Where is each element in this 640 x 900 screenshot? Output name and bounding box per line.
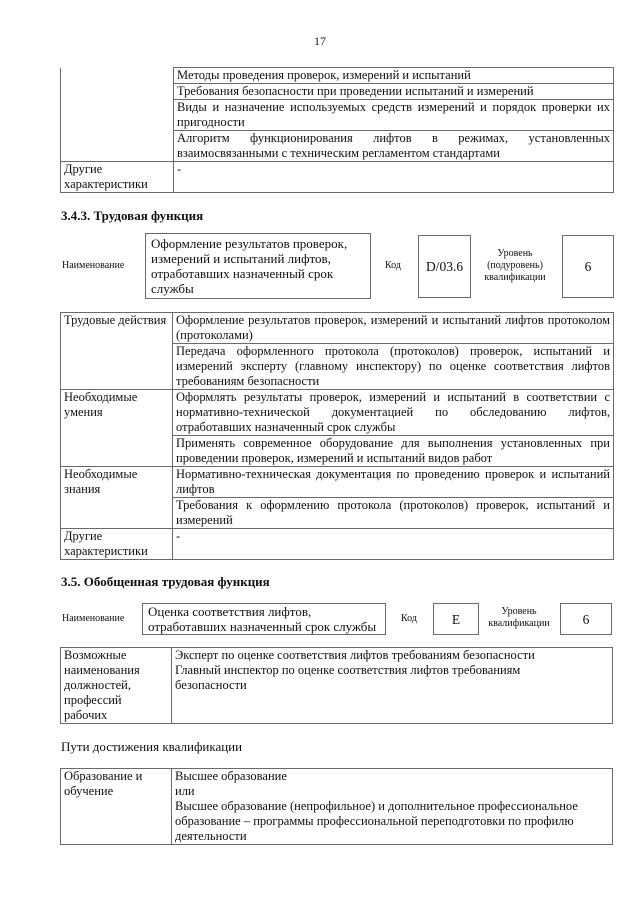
education-table [60,768,613,845]
knowledge-item: Методы проведения проверок, измерений и испытаний [174,68,614,84]
section-title-3-4-3: 3.4.3. Трудовая функция [61,208,204,223]
level-box: 6 [560,603,612,635]
education-requirements [172,769,613,845]
section-title-3-5: 3.5. Обобщенная трудовая функция [61,574,270,589]
labor-function-table [60,312,614,560]
knowledge-item: Виды и назначение используемых средств измерений и порядок проверки их пригодности [174,100,614,131]
generalized-function-name-box: Оценка соответствия лифтов, отработавших назначенный срок службы [142,603,386,635]
position-item: Эксперт по оценке соответствия лифтов требованиям безопасности [175,648,535,662]
level-label: Уровень квалификации [488,606,550,629]
positions-table [60,647,613,724]
row-label-required-knowledge: Необходимые знания [61,467,173,529]
position-item: Главный инспектор по оценке соответствия лифтов требованиям безопасности [175,663,521,692]
knowledge-item: Требования к оформлению протокола (протоколов) проверок, испытаний и измерений [173,498,614,529]
education-line: Высшее образование [175,769,287,783]
positions-label: Возможные наименования должностей, профессий рабочих [61,648,172,724]
qualification-paths-title: Пути достижения квалификации [61,739,243,754]
level-label: Уровень (подуровень) квалификации [484,248,546,283]
labor-action-item: Оформление результатов проверок, измерений и испытаний лифтов протоколом (протоколами) [173,313,614,344]
function-name-box: Оформление результатов проверок, измерений и испытаний лифтов, отработавших назначенный срок службы [145,233,371,299]
row-label-labor-actions: Трудовые действия [61,313,173,390]
level-box: 6 [562,235,614,298]
page-number: 17 [314,34,326,48]
name-label: Наименование [62,613,125,624]
name-label: Наименование [62,260,125,271]
skill-item: Оформлять результаты проверок, измерений и испытаний в соответствии с нормативно-технической документацией по обследованию лифтов, отработавших назначенный срок службы [173,390,614,436]
knowledge-item: Требования безопасности при проведении испытаний и измерений [174,84,614,100]
education-line: или [175,784,195,798]
knowledge-item: Алгоритм функционирования лифтов в режимах, установленных взаимосвязанными с техническим регламентом стандартами [174,131,614,162]
knowledge-continuation-table [60,67,614,193]
code-label: Код [401,613,417,624]
other-characteristics-value: - [174,162,614,193]
row-label-other-characteristics: Другие характеристики [61,529,173,560]
labor-action-item: Передача оформленного протокола (протоколов) проверок, испытаний и измерений эксперту (главному инспектору) по оценке соответствия лифтов требованиям безопасности [173,344,614,390]
row-label-required-skills: Необходимые умения [61,390,173,467]
code-box: D/03.6 [418,235,471,298]
empty-label-cell [61,68,174,162]
education-label: Образование и обучение [61,769,172,845]
positions-list [172,648,613,724]
skill-item: Применять современное оборудование для выполнения установленных при проведении проверок, измерений и испытаний видов работ [173,436,614,467]
education-line: Высшее образование (непрофильное) и дополнительное профессиональное образование – программы профессиональной переподготовки по профилю деятельности [175,799,578,843]
code-box: Е [433,603,479,635]
knowledge-item: Нормативно-техническая документация по проведению проверок и испытаний лифтов [173,467,614,498]
code-label: Код [385,260,401,271]
other-characteristics-value: - [173,529,614,560]
other-characteristics-label: Другие характеристики [61,162,174,193]
